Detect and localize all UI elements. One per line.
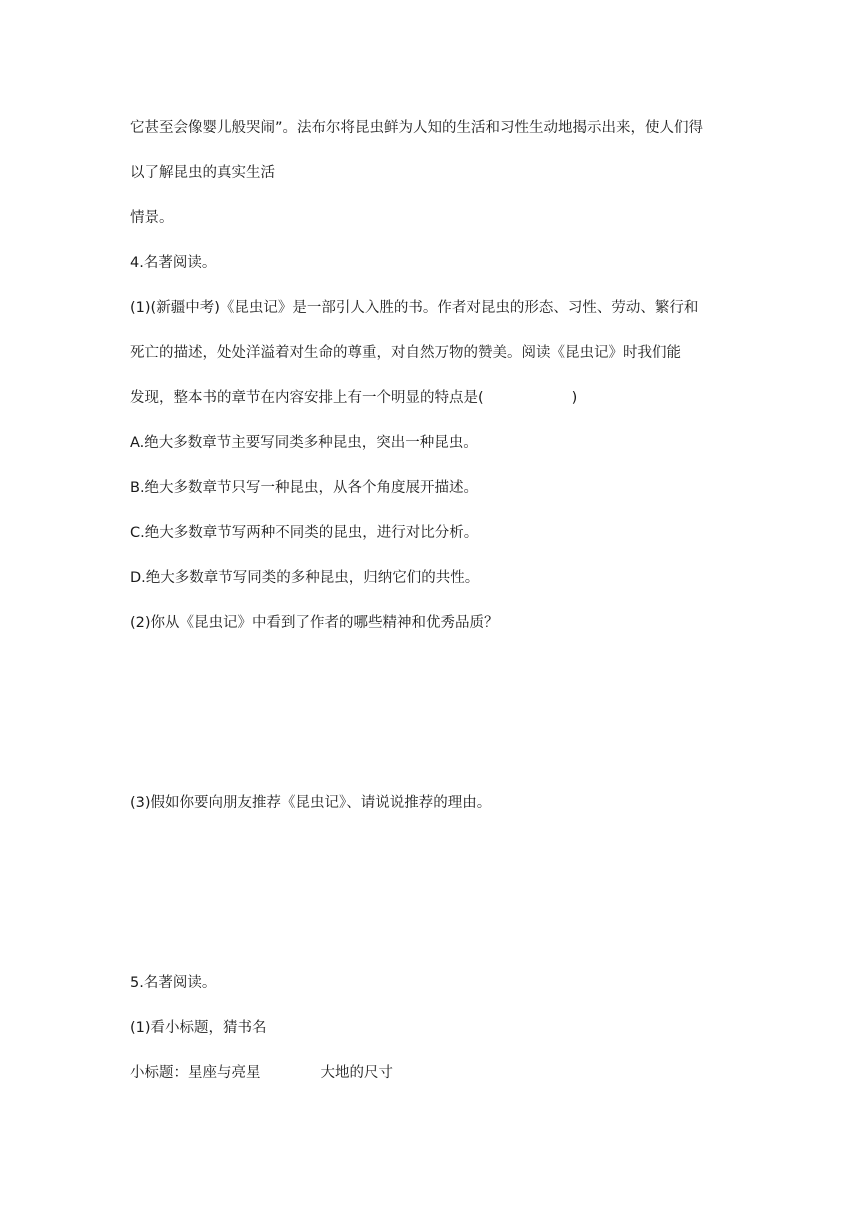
question-4-2: (2)你从《昆虫记》中看到了作者的哪些精神和优秀品质？	[130, 615, 499, 631]
subtitle-1: 小标题：星座与亮星	[130, 1065, 261, 1081]
question-4-1-line-2: 死亡的描述，处处洋溢着对生命的尊重，对自然万物的赞美。阅读《昆虫记》时我们能	[130, 345, 681, 361]
text-line-3: 情景。	[130, 210, 174, 226]
subtitle-2: 大地的尺寸	[320, 1065, 393, 1081]
option-b: B.绝大多数章节只写一种昆虫，从各个角度展开描述。	[130, 480, 479, 496]
option-a: A.绝大多数章节主要写同类多种昆虫，突出一种昆虫。	[130, 435, 478, 451]
question-4-1-line-3	[130, 388, 577, 408]
question-4-heading: 4.名著阅读。	[130, 255, 217, 271]
question-4-1-line-1: (1)(新疆中考)《昆虫记》是一部引人入胜的书。作者对昆虫的形态、习性、劳动、繁行和	[130, 300, 699, 316]
question-4-3: (3)假如你要向朋友推荐《昆虫记》、请说说推荐的理由。	[130, 795, 492, 811]
text-line-2: 以了解昆虫的真实生活	[130, 165, 275, 181]
question-5-1: (1)看小标题，猜书名	[130, 1020, 267, 1036]
question-5-heading: 5.名著阅读。	[130, 975, 217, 991]
subtitle-line	[130, 1063, 393, 1083]
answer-bracket-close: )	[571, 390, 578, 406]
option-c: C.绝大多数章节写两种不同类的昆虫，进行对比分析。	[130, 525, 479, 541]
question-4-1-stem-end: 发现，整本书的章节在内容安排上有一个明显的特点是(	[130, 390, 484, 406]
option-d: D.绝大多数章节写同类的多种昆虫，归纳它们的共性。	[130, 570, 480, 586]
text-line-1: 它甚至会像婴儿般哭闹”。法布尔将昆虫鲜为人知的生活和习性生动地揭示出来，使人们得	[130, 120, 704, 136]
